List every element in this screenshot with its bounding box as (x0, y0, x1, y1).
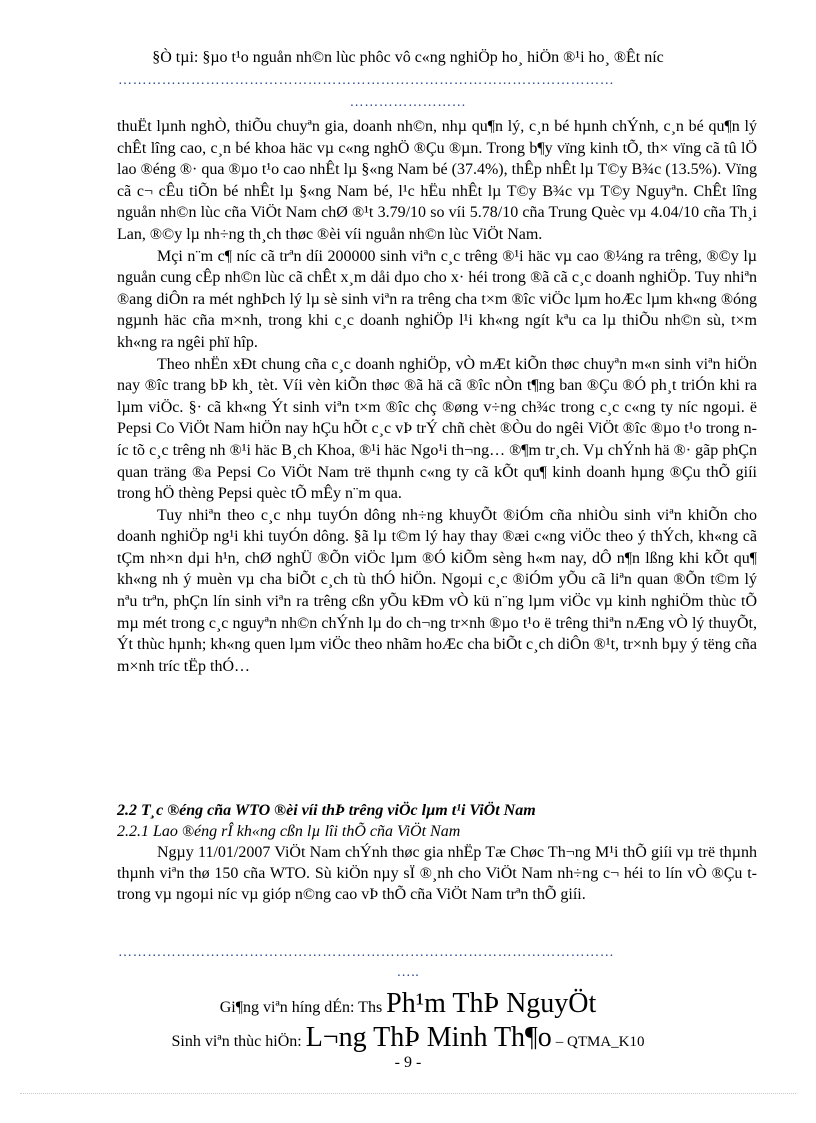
header-title: §Ò tµi: §µo t¹o nguån nh©n lùc phôc vô c«ng nghiÖp ho¸ hiÖn ®¹i ho¸ ®Êt níc (152, 49, 664, 66)
student-label: Sinh viªn thùc hiÖn: (171, 1033, 302, 1050)
student-class: – QTMA_K10 (555, 1034, 645, 1050)
body-paragraph-3: Theo nhËn xÐt chung cña c¸c doanh nghiÖp, vÒ mÆt kiÕn thøc chuyªn m«n sinh viªn hiÖn nay ®îc trang bÞ kh¸ tèt. Víi vèn kiÕn thøc ®ã hä cã ®îc nÒn t¶ng ban ®Çu ®Ó ph¸t triÓn khi ra lµm viÖc. §· cã kh«ng Ýt sinh viªn t×m ®îc chç ®øng v÷ng ch¾c trong c¸c c«ng ty níc ngoµi. ë Pepsi Co ViÖt Nam hiÖn nay hÇu hÕt c¸c vÞ trÝ chñ chèt ®Òu do ngêi ViÖt ®îc ®µo t¹o trong níc tõ c¸c trêng nh ®¹i häc B¸ch Khoa, ®¹i häc Ngo¹i th¬ng… ®¶m tr¸ch. Vµ chÝnh hä ®· gãp phÇn quan träng ®a Pepsi Co ViÖt Nam trë thµnh c«ng ty cã kÕt qu¶ kinh doanh hµng ®Çu thÕ giíi trong hÖ thèng Pepsi quèc tÕ mÊy n¨m qua. (117, 355, 757, 503)
header-dotted-rule: ………………………………………………………………………………………… (118, 73, 615, 88)
section-paragraph: Ngµy 11/01/2007 ViÖt Nam chÝnh thøc gia nhËp Tæ Chøc Th¬ng M¹i thÕ giíi vµ trë thµnh thµnh viªn thø 150 cña WTO. Sù kiÖn nµy sÏ ®¸nh cho ViÖt Nam nh÷ng c¬ héi to lín vÒ ®Çu t trong vµ ngoµi níc vµ gióp n©ng cao vÞ thÕ cña ViÖt Nam trªn thÕ giíi. (117, 844, 757, 903)
header-dotted-rule-continuation: …………………… (349, 95, 467, 110)
supervisor-line (0, 988, 816, 1020)
body-text (117, 116, 757, 677)
body-paragraph-4: Tuy nhiªn theo c¸c nhµ tuyÓn dông nh÷ng khuyÕt ®iÓm cña nhiÒu sinh viªn khiÕn cho doanh nghiÖp ng¹i khi tuyÓn dông. §ã lµ t©m lý hay thay ®æi c«ng viÖc theo ý thÝch, kh«ng cã tÇm nh×n dµi h¹n, chØ nghÜ ®Õn viÖc lµm ®Ó kiÕm sèng h«m nay, dÔ n¶n lßng khi kÕt qu¶ kh«ng nh ý muèn vµ cha biÕt c¸ch tù thÓ hiÖn. Ngoµi c¸c ®iÓm yÕu cã liªn quan ®Õn t©m lý nªu trªn, phÇn lín sinh viªn ra trêng cßn yÕu kÐm vÒ kü n¨ng lµm viÖc vµ kinh nghiÖm thùc tÕ mµ mét trong c¸c nguyªn nh©n chÝnh lµ do ch¬ng tr×nh ®µo t¹o ë trêng thiªn nÆng vÒ lý thuyÕt, Ýt thùc hµnh; kh«ng quen lµm viÖc theo nhãm hoÆc cha biÕt c¸ch diÔn ®¹t, tr×nh bµy ý tëng cña m×nh tríc tËp thÓ… (117, 506, 757, 675)
body-paragraph-2: Mçi n¨m c¶ níc cã trªn díi 200000 sinh viªn c¸c trêng ®¹i häc vµ cao ®¼ng ra trêng, ®©y lµ nguån cung cÊp nh©n lùc cã chÊt x¸m dåi dµo cho x· héi trong ®ã cã c¸c doanh nghiÖp. Tuy nhiªn ®ang diÔn ra mét nghÞch lý lµ sè sinh viªn ra trêng cha t×m ®îc viÖc lµm hoÆc lµm kh«ng ®óng ngµnh häc cña m×nh, trong khi c¸c doanh nghiÖp l¹i kh«ng ngít kªu ca lµ thiÕu nh©n sù, t×m kh«ng ra ngêi phï hîp. (117, 247, 757, 351)
footer-dotted-rule-continuation: ….. (396, 965, 420, 980)
page-number: - 9 - (394, 1054, 422, 1071)
page-bottom-rule (20, 1093, 796, 1094)
supervisor-name: Ph¹m ThÞ NguyÖt (386, 988, 597, 1019)
section-2-2 (117, 800, 757, 905)
footer-dotted-rule: ………………………………………………………………………………………… (118, 945, 615, 960)
supervisor-label: Gi¶ng viªn híng dÉn: Ths (219, 999, 383, 1016)
section-heading: 2.2 T¸c ®éng cña WTO ®èi víi thÞ trêng viÖc lµm t¹i ViÖt Nam (117, 802, 536, 819)
body-paragraph-1: thuËt lµnh nghÒ, thiÕu chuyªn gia, doanh nh©n, nhµ qu¶n lý, c¸n bé hµnh chÝnh, c¸n bé qu¶n lý chÊt lîng cao, c¸n bé khoa häc vµ c«ng nghÖ ®Çu ®µn. Trong b¶y vïng kinh tÕ, th× vïng cã tû lÖ lao ®éng ®· qua ®µo t¹o cao nhÊt lµ §«ng Nam bé (37.4%), thÊp nhÊt lµ T©y B¾c (13.5%). Vïng cã c¬ cÊu tiÕn bé nhÊt lµ §«ng Nam bé, l¹c hËu nhÊt lµ T©y B¾c vµ T©y Nguyªn. ChÊt lîng nguån nh©n lùc cña ViÖt Nam chØ ®¹t 3.79/10 so víi 5.78/10 cña Trung Quèc vµ 4.04/10 cña Th¸i Lan, ®©y lµ nh÷ng th¸ch thøc ®èi víi nguån nh©n lùc ViÖt Nam. (117, 118, 757, 243)
student-line (0, 1022, 816, 1054)
subsection-heading: 2.2.1 Lao ®éng rÎ kh«ng cßn lµ lîi thÕ cña ViÖt Nam (117, 823, 461, 840)
student-name: L¬ng ThÞ Minh Th¶o (305, 1022, 552, 1053)
